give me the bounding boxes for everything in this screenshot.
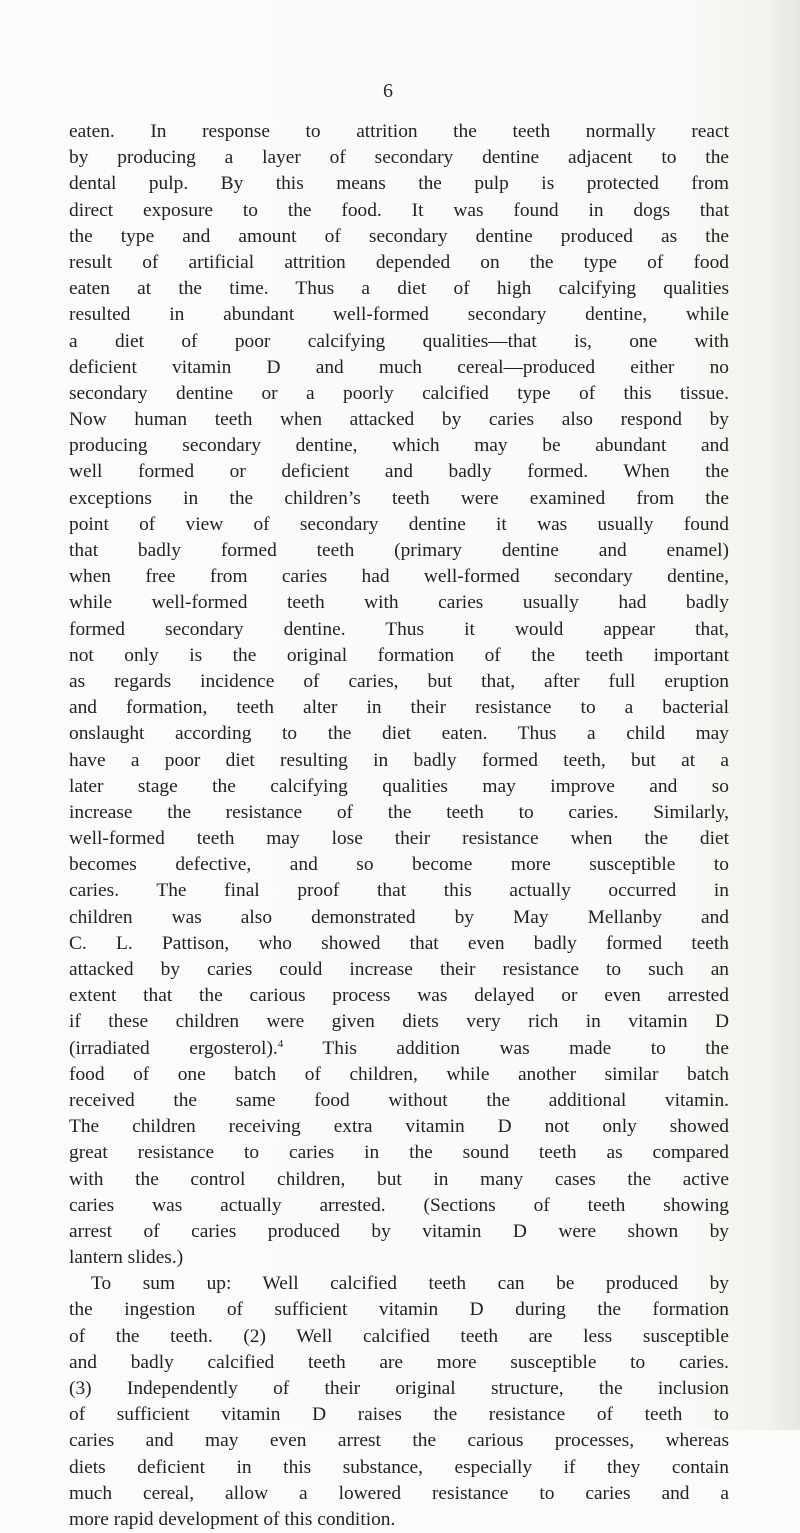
- text-line: deficient vitamin D and much cereal—produced either no: [69, 356, 729, 378]
- text-line: producing secondary dentine, which may be abundant and: [69, 435, 729, 457]
- text-line: formed secondary dentine. Thus it would appear that,: [69, 618, 729, 640]
- text-line: resulted in abundant well-formed secondary dentine, while: [69, 304, 729, 326]
- text-line: well formed or deficient and badly formed. When the: [69, 461, 729, 483]
- text-line: Now human teeth when attacked by caries also respond by: [69, 409, 729, 431]
- text-line: dental pulp. By this means the pulp is protected from: [69, 173, 729, 195]
- text-line: eaten. In response to attrition the teeth normally react: [69, 121, 729, 142]
- text-line: arrest of caries produced by vitamin D were shown by: [69, 1220, 729, 1242]
- summary-line: of sufficient vitamin D raises the resistance of teeth to: [69, 1404, 729, 1426]
- text-line: not only is the original formation of the teeth important: [69, 644, 729, 666]
- summary-line: caries and may even arrest the carious processes, whereas: [69, 1430, 729, 1452]
- text-line: attacked by caries could increase their resistance to such an: [69, 959, 729, 980]
- page-number: 6: [383, 80, 393, 102]
- summary-line: the ingestion of sufficient vitamin D during the formation: [69, 1299, 729, 1321]
- text-line: result of artificial attrition depended on the type of food: [69, 251, 729, 273]
- text-line: point of view of secondary dentine it was usually found: [69, 513, 729, 535]
- text-line: while well-formed teeth with caries usually had badly: [69, 592, 729, 614]
- summary-line: To sum up: Well calcified teeth can be produced by: [91, 1273, 729, 1295]
- summary-end-line: more rapid development of this condition.: [69, 1508, 396, 1530]
- text-line: direct exposure to the food. It was found in dogs that: [69, 199, 729, 221]
- summary-line: (3) Independently of their original structure, the inclusion: [69, 1378, 729, 1399]
- text-line: caries was actually arrested. (Sections of teeth showing: [69, 1194, 729, 1216]
- text-line: a diet of poor calcifying qualities—that is, one with: [69, 330, 729, 352]
- paragraph-end-line: lantern slides.): [69, 1247, 184, 1269]
- text-line: onslaught according to the diet eaten. Thus a child may: [69, 723, 729, 745]
- text-line: C. L. Pattison, who showed that even badly formed teeth: [69, 932, 729, 954]
- text-line: secondary dentine or a poorly calcified type of this tissue.: [69, 382, 729, 404]
- text-line: well-formed teeth may lose their resistance when the diet: [69, 828, 729, 850]
- text-line: as regards incidence of caries, but that, after full eruption: [69, 670, 729, 692]
- text-line: that badly formed teeth (primary dentine and enamel): [69, 540, 729, 561]
- text-line: caries. The final proof that this actually occurred in: [69, 880, 729, 902]
- text-line: eaten at the time. Thus a diet of high calcifying qualities: [69, 278, 729, 300]
- footnote-reference-line: [69, 1036, 729, 1062]
- text-line: food of one batch of children, while another similar batch: [69, 1063, 729, 1085]
- text-line: have a poor diet resulting in badly formed teeth, but at a: [69, 749, 729, 771]
- text-line: great resistance to caries in the sound teeth as compared: [69, 1142, 729, 1164]
- text-line: received the same food without the additional vitamin.: [69, 1089, 729, 1111]
- text-line: The children receiving extra vitamin D not only showed: [69, 1116, 729, 1138]
- text-line: exceptions in the children’s teeth were examined from the: [69, 487, 729, 509]
- summary-line: of the teeth. (2) Well calcified teeth are less susceptible: [69, 1325, 729, 1347]
- text-line: extent that the carious process was delayed or even arrested: [69, 985, 729, 1007]
- text-line: when free from caries had well-formed secondary dentine,: [69, 566, 729, 588]
- text-line: by producing a layer of secondary dentine adjacent to the: [69, 147, 729, 169]
- text-line: children was also demonstrated by May Mellanby and: [69, 906, 729, 928]
- text-line: the type and amount of secondary dentine produced as the: [69, 225, 729, 247]
- text-line: and formation, teeth alter in their resistance to a bacterial: [69, 697, 729, 719]
- summary-line: and badly calcified teeth are more susceptible to caries.: [69, 1351, 729, 1373]
- text-line: with the control children, but in many cases the active: [69, 1168, 729, 1190]
- text-line: increase the resistance of the teeth to caries. Similarly,: [69, 801, 729, 823]
- footnote-marker: 4: [277, 1037, 284, 1050]
- text-line: becomes defective, and so become more susceptible to: [69, 854, 729, 876]
- text-line: if these children were given diets very rich in vitamin D: [69, 1011, 729, 1033]
- summary-line: much cereal, allow a lowered resistance to caries and a: [69, 1482, 729, 1504]
- summary-line: diets deficient in this substance, especially if they contain: [69, 1456, 729, 1478]
- text-line: later stage the calcifying qualities may improve and so: [69, 775, 729, 797]
- text-segment: (irradiated ergosterol).: [69, 1037, 278, 1059]
- body-text: [69, 119, 729, 1533]
- text-segment: This addition was made to the: [283, 1037, 729, 1059]
